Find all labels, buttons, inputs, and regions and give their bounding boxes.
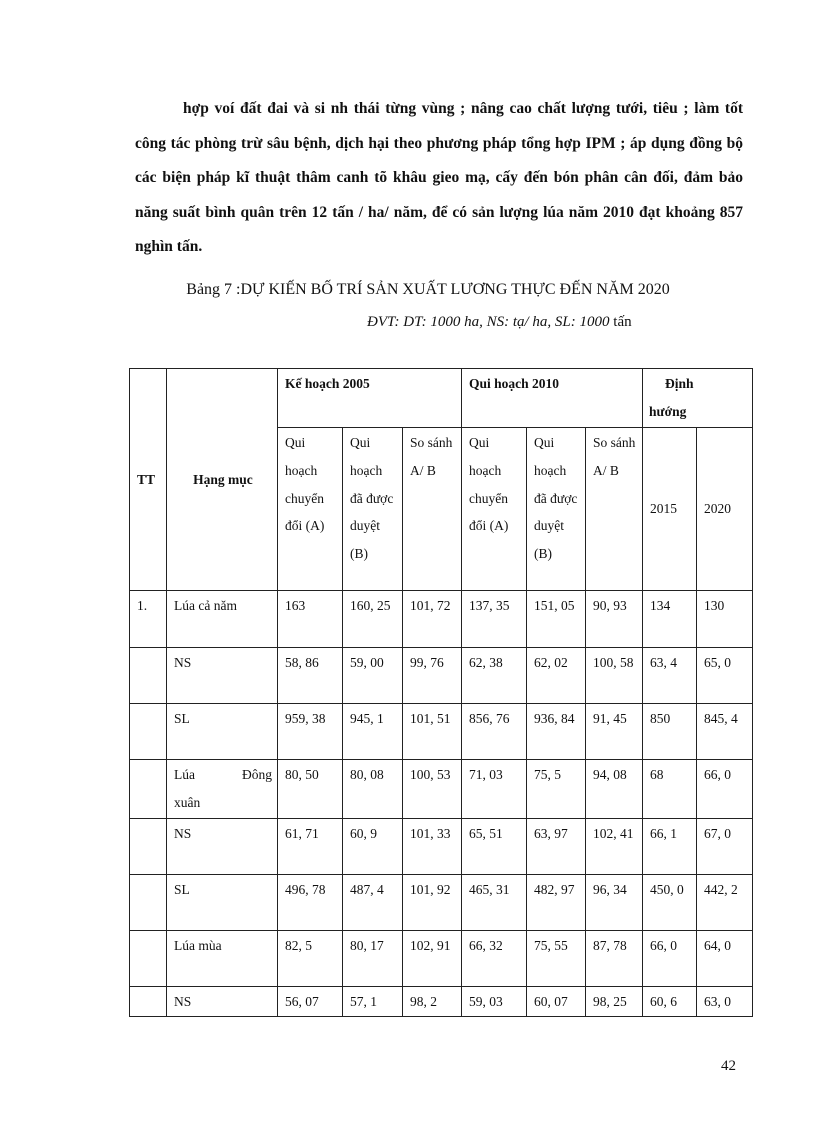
cell-value: 60, 9	[343, 818, 403, 874]
header-2005-c: So sánh A/ B	[403, 428, 462, 591]
cell-value: 102, 91	[403, 930, 462, 986]
cell-value: 63, 97	[527, 818, 586, 874]
cell-value: 845, 4	[697, 704, 753, 760]
cell-value: 96, 34	[586, 874, 643, 930]
cell-tt	[130, 874, 167, 930]
cell-value: 450, 0	[643, 874, 697, 930]
table-caption	[0, 281, 816, 299]
cell-value: 59, 03	[462, 986, 527, 1017]
header-orientation	[643, 369, 753, 428]
cell-value: 66, 0	[643, 930, 697, 986]
table-row	[130, 648, 753, 704]
cell-item-line	[174, 761, 272, 789]
cell-tt	[130, 986, 167, 1017]
cell-item: NS	[167, 648, 278, 704]
cell-value: 87, 78	[586, 930, 643, 986]
cell-value: 65, 0	[697, 648, 753, 704]
cell-value: 59, 00	[343, 648, 403, 704]
cell-tt	[130, 818, 167, 874]
cell-value: 100, 58	[586, 648, 643, 704]
cell-tt	[130, 648, 167, 704]
cell-item: NS	[167, 818, 278, 874]
cell-value: 94, 08	[586, 760, 643, 819]
cell-value: 98, 2	[403, 986, 462, 1017]
cell-value: 80, 50	[278, 760, 343, 819]
header-2020: 2020	[697, 428, 753, 591]
header-tt: TT	[130, 369, 167, 591]
cell-value: 856, 76	[462, 704, 527, 760]
table-row	[130, 760, 753, 819]
table-row	[130, 986, 753, 1017]
cell-value: 496, 78	[278, 874, 343, 930]
cell-value: 80, 08	[343, 760, 403, 819]
paragraph-line-3: ; áp dụng đồng bộ các biện pháp kĩ thuật thâm canh tõ khâu gieo mạ, cấy đến	[135, 134, 743, 186]
header-plan-2005: Kế hoạch 2005	[278, 369, 462, 428]
header-row-top	[130, 369, 753, 428]
cell-value: 57, 1	[343, 986, 403, 1017]
cell-value: 98, 25	[586, 986, 643, 1017]
cell-value: 66, 32	[462, 930, 527, 986]
unit-italic: ĐVT: DT: 1000 ha, NS: tạ/ ha, SL: 1000	[367, 314, 610, 330]
header-plan-2010: Qui hoạch 2010	[462, 369, 643, 428]
cell-tt	[130, 760, 167, 819]
table-row	[130, 874, 753, 930]
cell-value: 62, 38	[462, 648, 527, 704]
cell-value: 67, 0	[697, 818, 753, 874]
cell-value: 160, 25	[343, 591, 403, 648]
cell-value: 66, 0	[697, 760, 753, 819]
table-title: Bảng 7 :DỰ KIẾN BỐ TRÍ SẢN XUẤT LƯƠNG THỰC ĐẾN NĂM 2020	[186, 281, 670, 298]
header-2010-b: Qui hoạch đã được duyệt (B)	[527, 428, 586, 591]
header-2010-a: Qui hoạch chuyển đổi (A)	[462, 428, 527, 591]
cell-value: 102, 41	[586, 818, 643, 874]
cell-value: 80, 17	[343, 930, 403, 986]
production-table	[129, 368, 753, 1017]
cell-value: 66, 1	[643, 818, 697, 874]
header-2010-c: So sánh A/ B	[586, 428, 643, 591]
cell-value: 163	[278, 591, 343, 648]
paragraph-line-2: làm tốt công tác phòng trừ sâu bệnh, dịch hại theo phương pháp tổng hợp IPM	[135, 100, 743, 152]
paragraph-line-1: hợp voí đất đai và si nh thái từng vùng ; nâng cao chất lượng tưới, tiêu ;	[183, 100, 689, 117]
header-item	[167, 369, 278, 591]
cell-item: SL	[167, 704, 278, 760]
cell-value: 60, 07	[527, 986, 586, 1017]
table-row	[130, 930, 753, 986]
cell-value: 100, 53	[403, 760, 462, 819]
cell-value: 62, 02	[527, 648, 586, 704]
cell-value: 82, 5	[278, 930, 343, 986]
cell-value: 442, 2	[697, 874, 753, 930]
cell-value: 99, 76	[403, 648, 462, 704]
cell-value: 101, 92	[403, 874, 462, 930]
cell-value: 487, 4	[343, 874, 403, 930]
cell-tt: 1.	[130, 591, 167, 648]
cell-value: 63, 0	[697, 986, 753, 1017]
cell-value: 75, 5	[527, 760, 586, 819]
cell-value: 65, 51	[462, 818, 527, 874]
table-row	[130, 818, 753, 874]
cell-value: 945, 1	[343, 704, 403, 760]
paragraph-line-5: sản lượng lúa năm 2010 đạt khoảng 857 nghìn tấn.	[135, 203, 743, 255]
cell-value: 936, 84	[527, 704, 586, 760]
header-2015: 2015	[643, 428, 697, 591]
cell-item: Lúa mùa	[167, 930, 278, 986]
cell-value: 71, 03	[462, 760, 527, 819]
cell-item	[167, 760, 278, 819]
cell-value: 61, 71	[278, 818, 343, 874]
cell-item: SL	[167, 874, 278, 930]
paragraph-line-4: bón phân cân đối, đảm bảo năng suất bình quân trên 12 tấn / ha/ năm, để có	[135, 169, 743, 221]
table-row	[130, 704, 753, 760]
cell-item-word-c: xuân	[174, 794, 201, 810]
cell-value: 91, 45	[586, 704, 643, 760]
cell-item: Lúa cả năm	[167, 591, 278, 648]
header-orientation-a: Định	[665, 376, 694, 391]
cell-value: 101, 51	[403, 704, 462, 760]
header-item-label: Hạng mục	[193, 471, 253, 487]
cell-value: 482, 97	[527, 874, 586, 930]
cell-value: 64, 0	[697, 930, 753, 986]
header-2005-b: Qui hoạch đã được duyệt (B)	[343, 428, 403, 591]
cell-value: 130	[697, 591, 753, 648]
cell-value: 137, 35	[462, 591, 527, 648]
cell-tt	[130, 930, 167, 986]
cell-item-word-b: Đông	[242, 767, 272, 782]
cell-value: 850	[643, 704, 697, 760]
table-row	[130, 591, 753, 648]
page-number: 42	[721, 1058, 736, 1074]
cell-value: 75, 55	[527, 930, 586, 986]
cell-item-word-a: Lúa	[174, 767, 195, 782]
cell-value: 101, 72	[403, 591, 462, 648]
cell-item: NS	[167, 986, 278, 1017]
cell-value: 60, 6	[643, 986, 697, 1017]
cell-value: 151, 05	[527, 591, 586, 648]
body-paragraph	[135, 92, 743, 265]
cell-value: 90, 93	[586, 591, 643, 648]
cell-value: 63, 4	[643, 648, 697, 704]
cell-value: 58, 86	[278, 648, 343, 704]
cell-value: 959, 38	[278, 704, 343, 760]
header-2005-a: Qui hoạch chuyển đổi (A)	[278, 428, 343, 591]
cell-value: 465, 31	[462, 874, 527, 930]
cell-value: 101, 33	[403, 818, 462, 874]
cell-tt	[130, 704, 167, 760]
cell-value: 56, 07	[278, 986, 343, 1017]
cell-value: 134	[643, 591, 697, 648]
table-unit-note	[367, 314, 632, 331]
unit-tail: tấn	[609, 314, 632, 330]
cell-value: 68	[643, 760, 697, 819]
header-orientation-b: hướng	[649, 403, 687, 419]
